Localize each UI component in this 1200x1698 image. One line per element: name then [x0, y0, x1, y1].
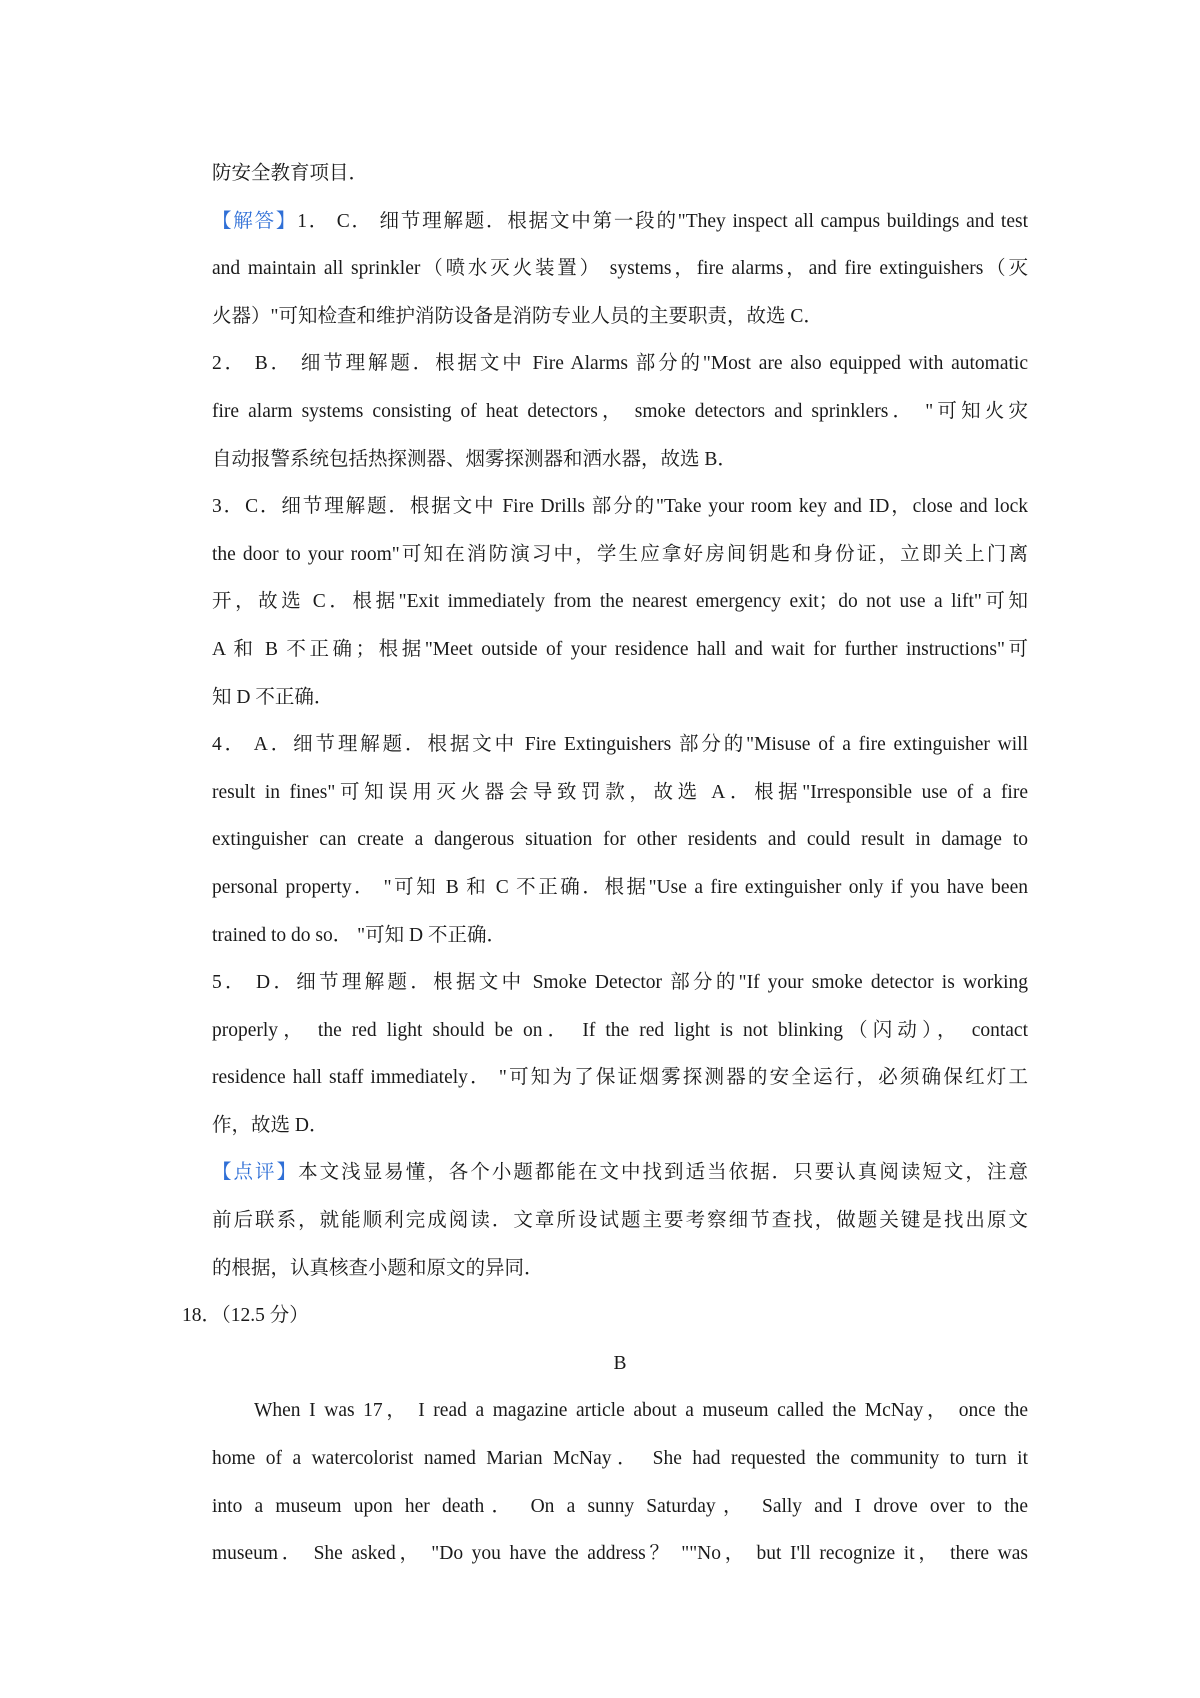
line-text: extinguisher can create a dangerous situation for other residents and could result in damage to [212, 829, 1028, 851]
line-text: into a museum upon her death． On a sunny Saturday， Sally and I drove over to the [212, 1495, 1028, 1517]
line-text: 2． B． 细节理解题．根据文中 Fire Alarms 部分的"Most are also equipped with automatic [212, 353, 1028, 375]
line-text: home of a watercolorist named Marian McNay． She had requested the community to turn it [212, 1448, 1028, 1470]
line-text: trained to do so． "可知 D 不正确． [212, 924, 506, 946]
passage-line [212, 1530, 1028, 1578]
line-text: 防安全教育项目． [212, 163, 369, 184]
answer-heading-line [212, 198, 1028, 246]
line-text: the door to your room"可知在消防演习中，学生应拿好房间钥匙和身份证，立即关上门离 [212, 543, 1028, 565]
line-text: properly， the red light should be on． If the red light is not blinking（闪动）， contact [212, 1019, 1028, 1041]
passage-heading [212, 1340, 1028, 1388]
line-text: fire alarm systems consisting of heat detectors， smoke detectors and sprinklers． "可知火灾 [212, 400, 1028, 422]
text-line [212, 245, 1028, 293]
answer-label: 【解答】 [212, 210, 298, 232]
text-line [212, 864, 1028, 912]
text-line [212, 1245, 1028, 1293]
text-line [212, 674, 1028, 722]
text-line [212, 769, 1028, 817]
text-line [212, 721, 1028, 769]
line-text: 作，故选 D． [212, 1114, 329, 1136]
text-line [212, 959, 1028, 1007]
comment-label: 【点评】 [212, 1162, 299, 1184]
passage-line [212, 1435, 1028, 1483]
text-line [212, 531, 1028, 579]
line-text: 知 D 不正确． [212, 686, 334, 708]
line-text: A 和 B 不正确；根据"Meet outside of your residence hall and wait for further instructions"可 [212, 638, 1028, 660]
passage-line [212, 1483, 1028, 1531]
text-line [212, 578, 1028, 626]
line-text: B [613, 1352, 627, 1374]
comment-heading-line [212, 1149, 1028, 1197]
line-text: 火器）"可知检查和维护消防设备是消防专业人员的主要职责，故选 C． [212, 305, 823, 327]
line-text: and maintain all sprinkler（喷水灭火装置） systems，fire alarms，and fire extinguishers（灭 [212, 258, 1028, 280]
text-line [212, 1007, 1028, 1055]
line-text: museum． She asked， "Do you have the address？ ""No， but I'll recognize it， there was [212, 1543, 1028, 1565]
page-content [182, 150, 1028, 1578]
text-line [212, 293, 1028, 341]
line-text: 前后联系，就能顺利完成阅读．文章所设试题主要考察细节查找，做题关键是找出原文 [212, 1210, 1028, 1232]
line-text: 本文浅显易懂，各个小题都能在文中找到适当依据．只要认真阅读短文，注意 [298, 1162, 1028, 1184]
line-text: 4． A．细节理解题．根据文中 Fire Extinguishers 部分的"Misuse of a fire extinguisher will [212, 734, 1028, 756]
text-line [212, 340, 1028, 388]
text-line [212, 626, 1028, 674]
line-text: 开，故选 C．根据"Exit immediately from the nearest emergency exit；do not use a lift"可知 [212, 591, 1028, 613]
text-line [212, 1054, 1028, 1102]
line-text: 自动报警系统包括热探测器、烟雾探测器和洒水器，故选 B． [212, 448, 737, 470]
line-text: 的根据，认真核查小题和原文的异同． [212, 1257, 544, 1279]
line-text: personal property． "可知 B 和 C 不正确．根据"Use a fire extinguisher only if you have been [212, 876, 1028, 898]
text-line [212, 150, 1028, 198]
passage-line [212, 1387, 1028, 1435]
line-text: 3．C．细节理解题．根据文中 Fire Drills 部分的"Take your room key and ID，close and lock [212, 496, 1028, 518]
line-text: 5． D．细节理解题．根据文中 Smoke Detector 部分的"If your smoke detector is working [212, 972, 1028, 994]
line-text: When I was 17， I read a magazine article about a museum called the McNay， once the [254, 1400, 1028, 1422]
question-number [182, 1292, 1028, 1340]
text-line [212, 388, 1028, 436]
text-line [212, 1102, 1028, 1150]
line-text: 18．（12.5 分） [182, 1305, 309, 1327]
line-text: result in fines"可知误用灭火器会导致罚款，故选 A．根据"Irresponsible use of a fire [212, 781, 1028, 803]
text-line [212, 1197, 1028, 1245]
text-line [212, 436, 1028, 484]
text-line [212, 483, 1028, 531]
text-line [212, 912, 1028, 960]
line-text: 1． C． 细节理解题．根据文中第一段的"They inspect all campus buildings and test [297, 210, 1028, 232]
text-line [212, 816, 1028, 864]
line-text: residence hall staff immediately． "可知为了保证烟雾探测器的安全运行，必须确保红灯工 [212, 1067, 1028, 1089]
